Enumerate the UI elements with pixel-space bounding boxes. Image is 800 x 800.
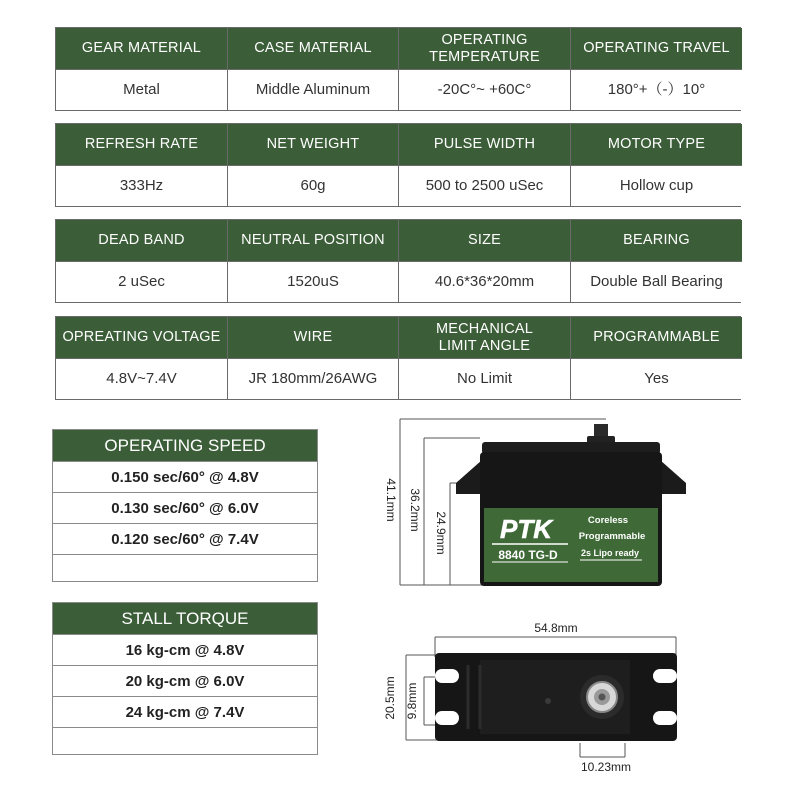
value-operating-voltage: 4.8V~7.4V [56, 358, 228, 399]
spec-table-3 [55, 219, 741, 303]
dim-flange-height: 24.9mm [434, 511, 448, 555]
servo-top-view [380, 615, 700, 785]
value-gear-material: Metal [56, 69, 228, 110]
stall-torque-empty-row [53, 727, 317, 754]
header-programmable: PROGRAMMABLE [571, 317, 742, 358]
value-case-material: Middle Aluminum [228, 69, 399, 110]
header-motor-type: MOTOR TYPE [571, 124, 742, 165]
value-dead-band: 2 uSec [56, 261, 228, 302]
spec-table-2 [55, 123, 741, 207]
header-case-material: CASE MATERIAL [228, 28, 399, 69]
stall-torque-title: STALL TORQUE [53, 603, 317, 634]
servo-body-side [456, 424, 686, 586]
operating-speed-title: OPERATING SPEED [53, 430, 317, 461]
dim-depth: 20.5mm [383, 676, 397, 720]
model-number: 8840 TG-D [498, 548, 558, 562]
value-pulse-width: 500 to 2500 uSec [399, 165, 571, 206]
header-dead-band: DEAD BAND [56, 220, 228, 261]
stall-torque-row: 20 kg-cm @ 6.0V [53, 665, 317, 696]
operating-speed-empty-row [53, 554, 317, 581]
dim-spline-offset: 10.23mm [580, 760, 632, 774]
header-bearing: BEARING [571, 220, 742, 261]
dim-total-height: 41.1mm [384, 478, 398, 522]
operating-speed-table [52, 429, 318, 582]
brand-logo: PTK [500, 514, 552, 544]
dim-width: 54.8mm [534, 621, 578, 635]
header-refresh-rate: REFRESH RATE [56, 124, 228, 165]
spec-table-1 [55, 27, 741, 111]
value-mechanical-limit-angle: No Limit [399, 358, 571, 399]
value-motor-type: Hollow cup [571, 165, 742, 206]
value-bearing: Double Ball Bearing [571, 261, 742, 302]
label-lipo: 2s Lipo ready [580, 548, 640, 558]
value-operating-temperature: -20C°~ +60C° [399, 69, 571, 110]
value-programmable: Yes [571, 358, 742, 399]
value-refresh-rate: 333Hz [56, 165, 228, 206]
dim-body-height: 36.2mm [408, 488, 422, 532]
header-operating-travel: OPERATING TRAVEL [571, 28, 742, 69]
stall-torque-row: 24 kg-cm @ 7.4V [53, 696, 317, 727]
value-wire: JR 180mm/26AWG [228, 358, 399, 399]
stall-torque-row: 16 kg-cm @ 4.8V [53, 634, 317, 665]
servo-side-view [380, 412, 700, 602]
label-coreless: Coreless [587, 515, 629, 526]
value-operating-travel: 180°+（-）10° [571, 69, 742, 110]
spec-table-4 [55, 316, 741, 400]
header-neutral-position: NEUTRAL POSITION [228, 220, 399, 261]
header-mechanical-limit-angle: MECHANICAL LIMIT ANGLE [399, 317, 571, 358]
label-programmable: Programmable [578, 531, 646, 542]
servo-body-top [435, 653, 677, 741]
operating-speed-row: 0.150 sec/60° @ 4.8V [53, 461, 317, 492]
header-net-weight: NET WEIGHT [228, 124, 399, 165]
header-size: SIZE [399, 220, 571, 261]
header-gear-material: GEAR MATERIAL [56, 28, 228, 69]
dim-hole-spacing: 9.8mm [405, 682, 419, 720]
value-neutral-position: 1520uS [228, 261, 399, 302]
header-operating-temperature: OPERATING TEMPERATURE [399, 28, 571, 69]
header-pulse-width: PULSE WIDTH [399, 124, 571, 165]
operating-speed-row: 0.120 sec/60° @ 7.4V [53, 523, 317, 554]
operating-speed-row: 0.130 sec/60° @ 6.0V [53, 492, 317, 523]
header-operating-voltage: OPREATING VOLTAGE [56, 317, 228, 358]
value-net-weight: 60g [228, 165, 399, 206]
value-size: 40.6*36*20mm [399, 261, 571, 302]
stall-torque-table [52, 602, 318, 755]
header-wire: WIRE [228, 317, 399, 358]
